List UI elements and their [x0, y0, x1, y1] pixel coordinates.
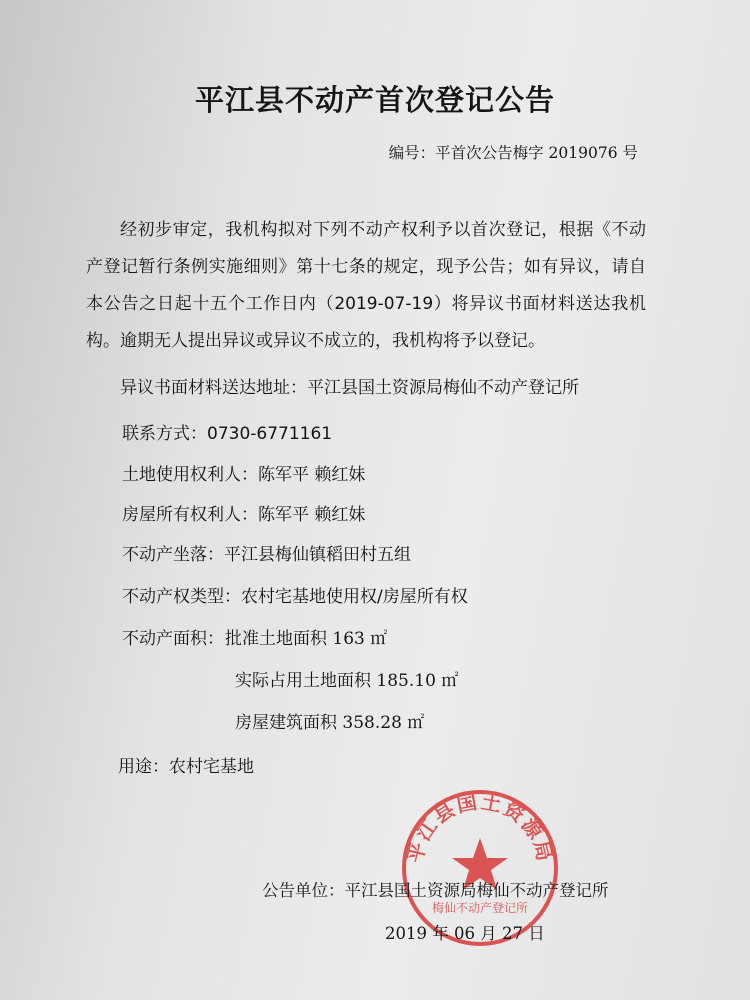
area-actual-text: 实际占用土地面积 185.10 ㎡ — [235, 671, 459, 691]
property-location: 不动产坐落：平江县梅仙镇稻田村五组 — [122, 545, 411, 565]
area-approved-text: 批准土地面积 163 ㎡ — [225, 629, 388, 649]
right-type: 不动产权类型：农村宅基地使用权/房屋所有权 — [122, 587, 468, 607]
contact-info: 联系方式：0730-6771161 — [122, 424, 333, 444]
land-right-holder: 土地使用权利人：陈军平 赖红妹 — [122, 465, 366, 485]
area-approved — [225, 624, 387, 649]
objection-address: 异议书面材料送达地址：平江县国土资源局梅仙不动产登记所 — [120, 378, 579, 398]
area-label: 不动产面积： — [122, 629, 224, 649]
seal-outer-text: 平江县国土资源局 — [402, 789, 558, 866]
house-owner: 房屋所有权利人：陈军平 赖红妹 — [122, 505, 366, 525]
reference-number: 编号：平首次公告梅字 2019076 号 — [388, 144, 638, 162]
seal-inner-text: 梅仙不动产登记所 — [431, 901, 529, 915]
usage: 用途：农村宅基地 — [118, 757, 254, 777]
area-building-text: 房屋建筑面积 358.28 ㎡ — [235, 713, 425, 733]
notice-paragraph: 经初步审定，我机构拟对下列不动产权利予以首次登记，根据《不动产登记暂行条例实施细则》第十七条的规定，现予公告；如有异议，请自本公告之日起十五个工作日内（2019-07-19）将异议书面材料送达我机构。逾期无人提出异议或异议不成立的，我机构将予以登记。 — [86, 220, 646, 351]
area-building — [235, 708, 424, 733]
area-actual — [235, 666, 458, 691]
document-title: 平江县不动产首次登记公告 — [194, 83, 555, 117]
issue-date: 2019 年 06 月 27 日 — [385, 924, 545, 943]
issuing-unit: 公告单位：平江县国土资源局梅仙不动产登记所 — [262, 881, 609, 900]
